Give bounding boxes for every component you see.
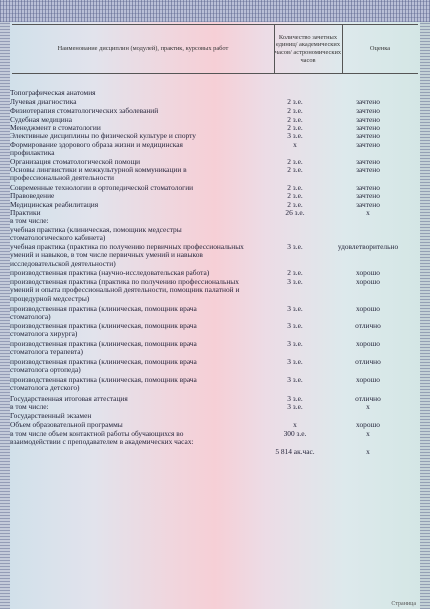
guilloche-border-top xyxy=(0,0,430,22)
guilloche-border-left xyxy=(0,22,10,609)
header-discipline-name: Наименование дисциплин (модулей), практик, курсовых работ xyxy=(57,45,229,53)
header-grade: Оценка xyxy=(369,45,391,53)
guilloche-border-right xyxy=(420,22,430,609)
header-credit-units: Количество зачетных единиц/ академических часов/ астрономических часов xyxy=(274,33,342,64)
table-header xyxy=(12,24,418,74)
page-label: Страница xyxy=(391,601,416,607)
